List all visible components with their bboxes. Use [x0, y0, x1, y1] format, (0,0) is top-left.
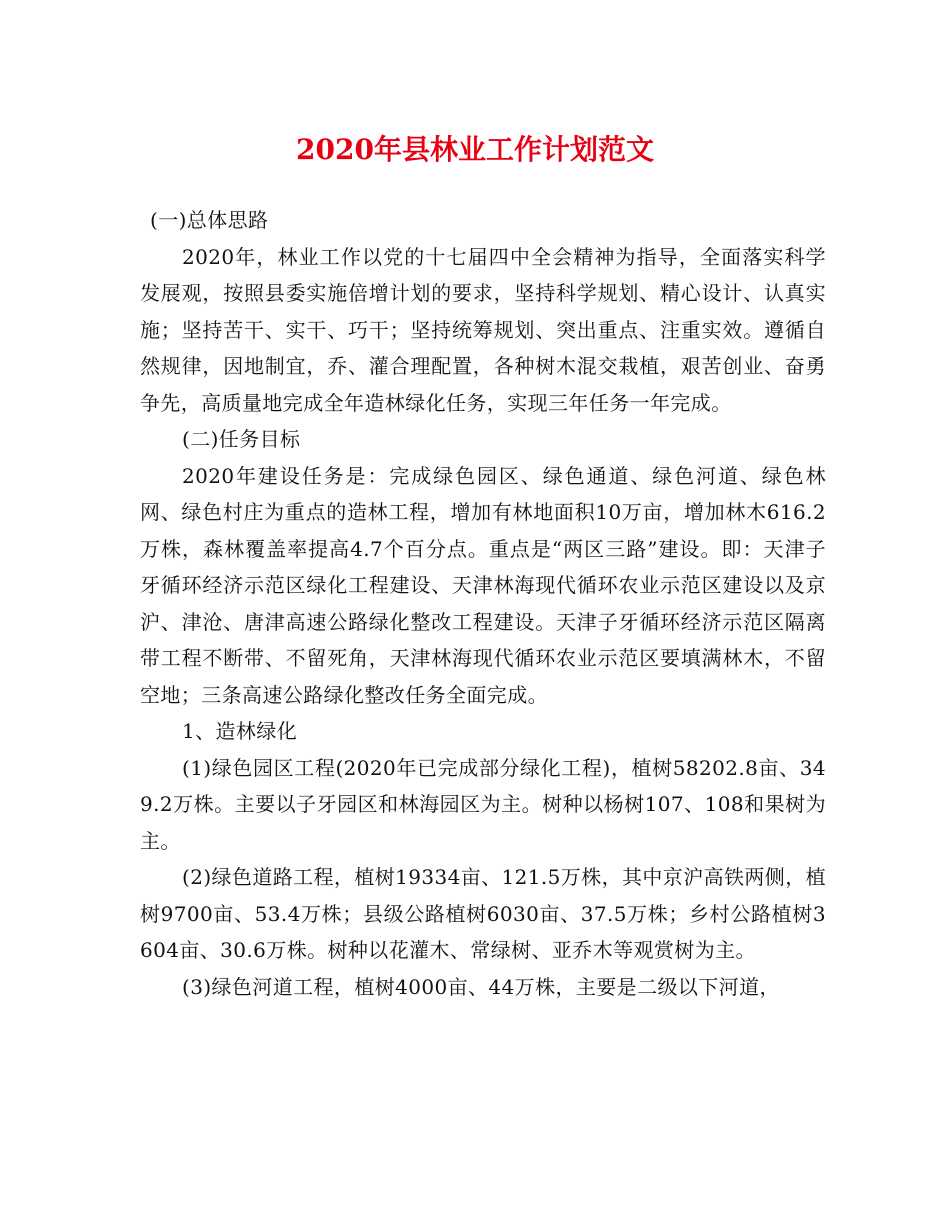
subsection-heading-afforestation: 1、造林绿化 [182, 719, 298, 743]
section-heading-overall: (一)总体思路 [150, 208, 269, 232]
paragraph-green-river: (3)绿色河道工程，植树4000亩、44万株，主要是二级以下河道， [182, 974, 780, 999]
paragraph-overall-idea: 2020年，林业工作以党的十七届四中全会精神为指导，全面落实科学发展观，按照县委实施倍增计划的要求，坚持科学规划、精心设计、认真实施；坚持苦干、实干、巧干；坚持统筹规划、突出重点、注重实效。遵循自然规律，因地制宜，乔、灌合理配置，各种树木混交栽植，艰苦创业、奋勇争先，高质量地完成全年造林绿化任务，实现三年任务一年完成。 [140, 244, 826, 415]
document-title: 2020年县林业工作计划范文 [296, 133, 654, 166]
paragraph-green-park: (1)绿色园区工程(2020年已完成部分绿化工程)，植树58202.8亩、349.2万株。主要以子牙园区和林海园区为主。树种以杨树107、108和果树为主。 [140, 755, 826, 853]
paragraph-goals: 2020年建设任务是：完成绿色园区、绿色通道、绿色河道、绿色林网、绿色村庄为重点的造林工程，增加有林地面积10万亩，增加林木616.2万株，森林覆盖率提高4.7个百分点。重点是“两区三路”建设。即：天津子牙循环经济示范区绿化工程建设、天津林海现代循环农业示范区建设以及京沪、津沧、唐津高速公路绿化整改工程建设。天津子牙循环经济示范区隔离带工程不断带、不留死角，天津林海现代循环农业示范区要填满林木，不留空地；三条高速公路绿化整改任务全面完成。 [140, 463, 826, 707]
paragraph-green-road: (2)绿色道路工程，植树19334亩、121.5万株，其中京沪高铁两侧，植树9700亩、53.4万株；县级公路植树6030亩、37.5万株；乡村公路植树3604亩、30.6万株。树种以花灌木、常绿树、亚乔木等观赏树为主。 [140, 865, 827, 962]
document-body [140, 202, 826, 1005]
section-heading-goals: (二)任务目标 [182, 427, 301, 451]
